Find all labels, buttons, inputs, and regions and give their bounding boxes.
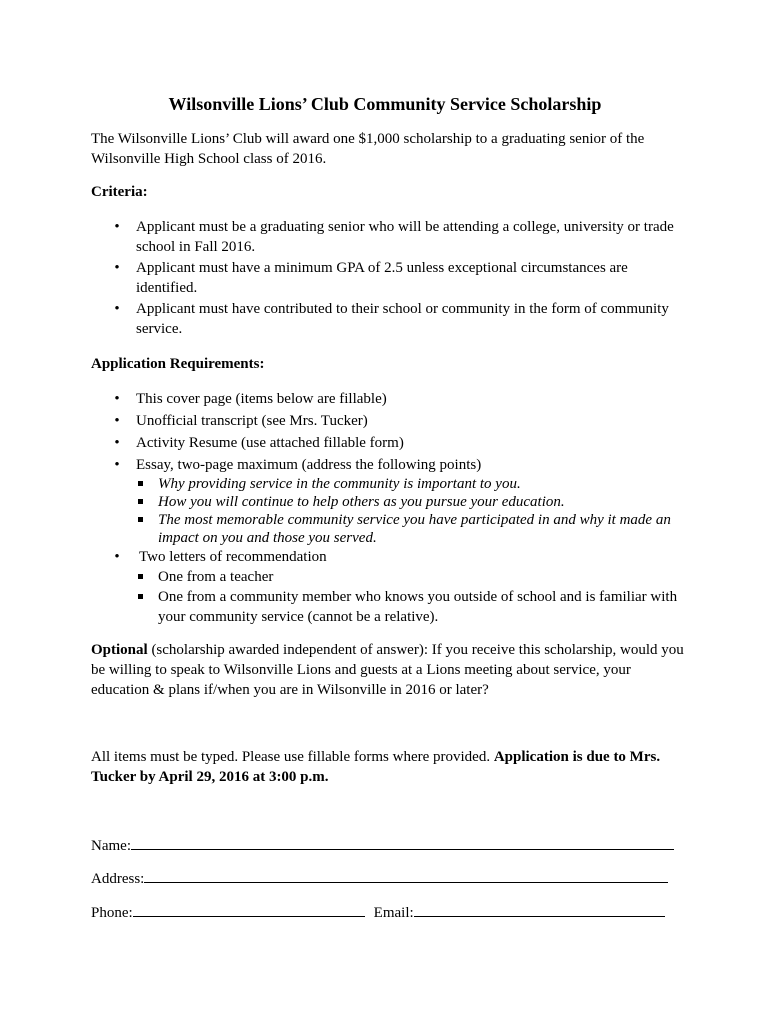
- square-bullet-icon: [138, 481, 143, 486]
- square-bullet-icon: [138, 517, 143, 522]
- bullet-icon: •: [114, 457, 120, 473]
- requirement-item-text: Unofficial transcript (see Mrs. Tucker): [136, 413, 368, 429]
- requirement-item-text: Essay, two-page maximum (address the following points): [136, 457, 482, 473]
- list-item: [91, 433, 691, 453]
- list-item: [136, 587, 691, 627]
- contact-field-row: [91, 901, 665, 923]
- essay-point-text: The most memorable community service you have participated in and why it made an impact on you and those you served.: [158, 512, 671, 546]
- criteria-list: [91, 217, 691, 339]
- letters-list: [136, 567, 691, 627]
- phone-label: Phone:: [91, 905, 133, 921]
- requirements-heading: Application Requirements:: [91, 356, 265, 372]
- intro-paragraph: The Wilsonville Lions’ Club will award one $1,000 scholarship to a graduating senior of the Wilsonville High School class of 2016.: [91, 131, 645, 167]
- criteria-item-text: Applicant must have contributed to their school or community in the form of community service.: [136, 301, 669, 337]
- list-item: [136, 567, 691, 587]
- bullet-icon: •: [114, 391, 120, 407]
- essay-points-list: [136, 475, 691, 547]
- list-item: [91, 411, 691, 431]
- list-item: [91, 217, 691, 257]
- bullet-icon: •: [114, 219, 120, 235]
- address-field-row: [91, 867, 668, 889]
- email-field[interactable]: [414, 901, 665, 917]
- name-field[interactable]: [131, 834, 674, 850]
- list-item: [136, 511, 691, 547]
- letter-item-text: One from a teacher: [158, 569, 274, 585]
- email-label: Email:: [373, 905, 414, 921]
- letters-text: Two letters of recommendation: [139, 549, 327, 565]
- bullet-icon: •: [114, 413, 120, 429]
- list-item: [136, 475, 691, 493]
- criteria-heading: Criteria:: [91, 184, 148, 200]
- instructions-paragraph: [91, 747, 691, 787]
- name-field-row: [91, 834, 674, 856]
- optional-text: (scholarship awarded independent of answer): If you receive this scholarship, would you be willing to speak to Wilsonville Lions and guests at a Lions meeting about service, your education & plans if/when you are in Wilsonville in 2016 or later?: [91, 642, 684, 698]
- list-item: [136, 493, 691, 511]
- list-item: [91, 389, 691, 409]
- phone-field[interactable]: [133, 901, 365, 917]
- square-bullet-icon: [138, 574, 143, 579]
- letter-item-text: One from a community member who knows you outside of school and is familiar with your community service (cannot be a relative).: [158, 589, 678, 625]
- bullet-icon: •: [114, 260, 120, 276]
- square-bullet-icon: [138, 594, 143, 599]
- criteria-item-text: Applicant must have a minimum GPA of 2.5 unless exceptional circumstances are identified.: [136, 260, 628, 296]
- requirements-list: [91, 389, 691, 627]
- bullet-icon: •: [114, 549, 120, 565]
- address-field[interactable]: [144, 867, 668, 883]
- due-date-text: Application is due to Mrs. Tucker by April 29, 2016 at 3:00 p.m.: [91, 749, 661, 785]
- optional-label: Optional: [91, 642, 148, 658]
- essay-point-text: How you will continue to help others as you pursue your education.: [158, 494, 565, 510]
- requirement-item-text: This cover page (items below are fillable): [136, 391, 387, 407]
- optional-paragraph: [91, 640, 691, 700]
- essay-point-text: Why providing service in the community is important to you.: [158, 476, 521, 492]
- list-item: [91, 299, 691, 339]
- address-label: Address:: [91, 871, 145, 887]
- square-bullet-icon: [138, 499, 143, 504]
- bullet-icon: •: [114, 435, 120, 451]
- document-title: Wilsonville Lions’ Club Community Service Scholarship: [168, 94, 602, 114]
- list-item: [91, 547, 691, 627]
- list-item: [91, 455, 691, 547]
- instructions-text: All items must be typed. Please use fillable forms where provided.: [91, 749, 494, 765]
- list-item: [91, 258, 691, 298]
- requirement-item-text: Activity Resume (use attached fillable form): [136, 435, 404, 451]
- name-label: Name:: [91, 838, 131, 854]
- bullet-icon: •: [114, 301, 120, 317]
- criteria-item-text: Applicant must be a graduating senior who will be attending a college, university or trade school in Fall 2016.: [136, 219, 674, 255]
